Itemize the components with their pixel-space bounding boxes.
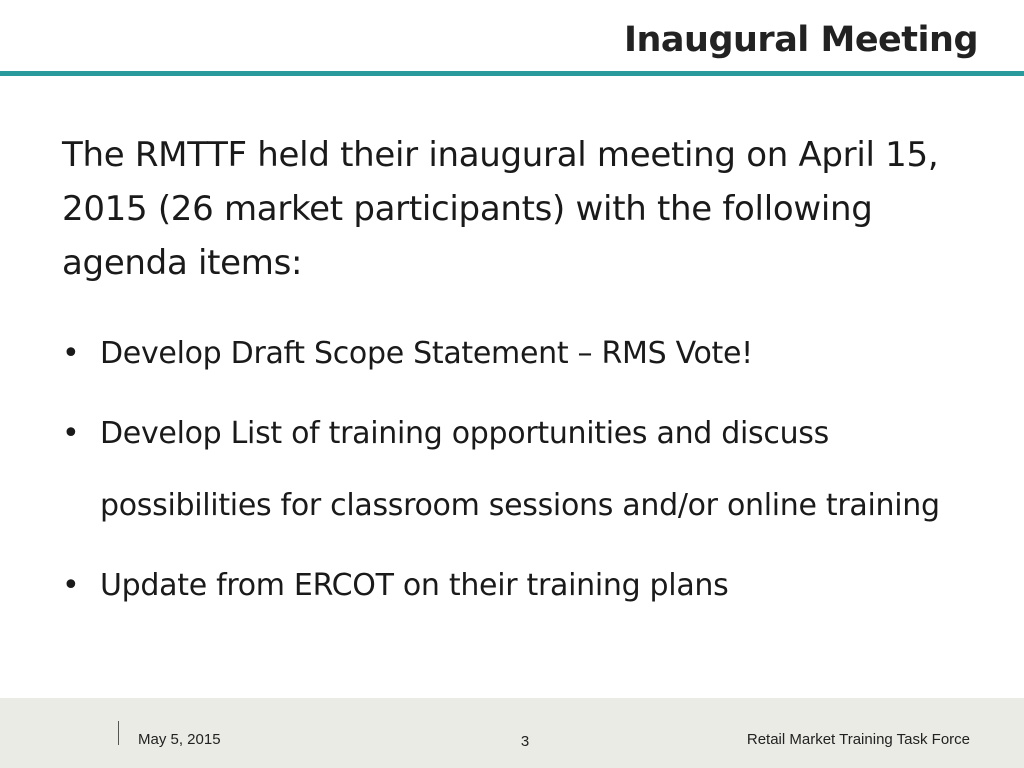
bullet-icon: •	[62, 416, 80, 451]
slide-title: Inaugural Meeting	[623, 20, 978, 60]
agenda-item-text: Develop Draft Scope Statement – RMS Vote!	[100, 336, 753, 371]
agenda-item	[62, 398, 962, 542]
title-divider	[0, 71, 1024, 76]
agenda-item-text: Update from ERCOT on their training plans	[100, 568, 729, 603]
agenda-item	[62, 550, 962, 622]
intro-paragraph: The RMTTF held their inaugural meeting on April 15, 2015 (26 market participants) with the following agenda items:	[62, 135, 939, 283]
slide-footer	[0, 698, 1024, 768]
footer-divider	[118, 721, 119, 745]
bullet-icon: •	[62, 336, 80, 371]
footer-organization: Retail Market Training Task Force	[746, 731, 970, 748]
footer-date: May 5, 2015	[138, 731, 221, 748]
agenda-list	[62, 318, 962, 622]
agenda-item	[62, 318, 962, 390]
agenda-item-text: Develop List of training opportunities and discuss possibilities for classroom sessions and/or online training	[100, 416, 940, 523]
bullet-icon: •	[62, 568, 80, 603]
page-number: 3	[520, 733, 530, 750]
